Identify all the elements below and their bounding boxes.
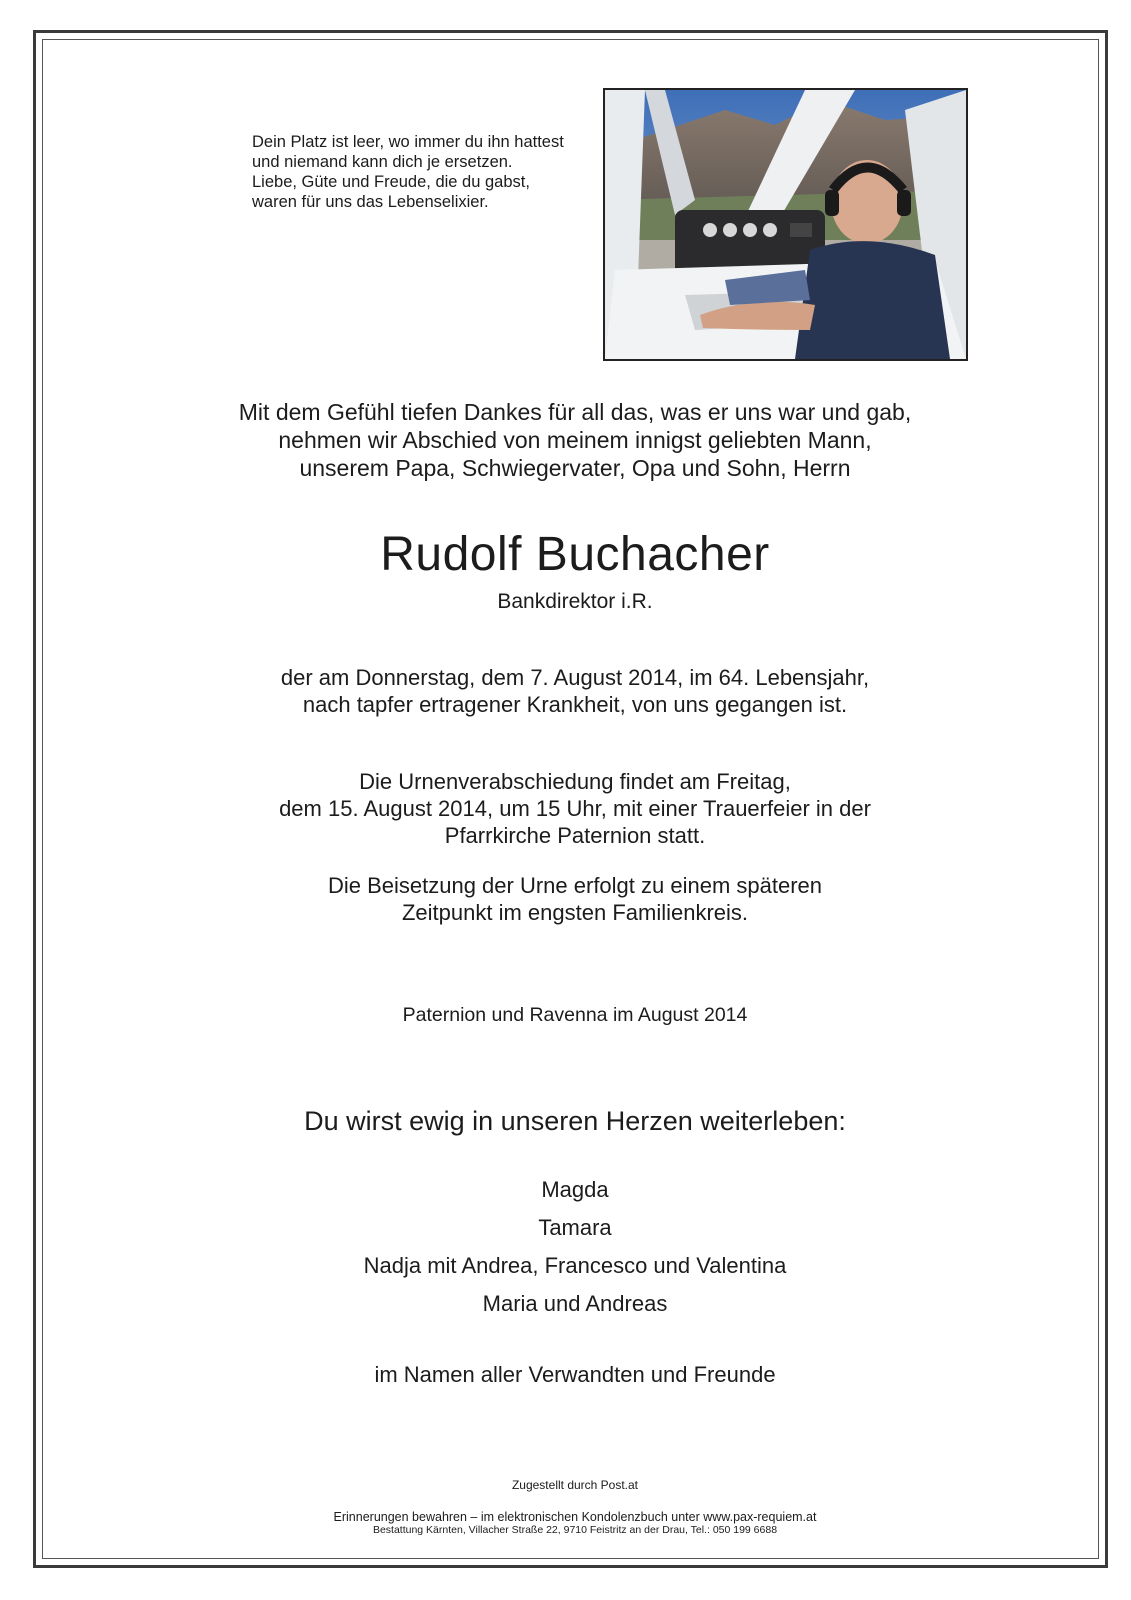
family-member: Magda — [541, 1177, 609, 1202]
deceased-title: Bankdirektor i.R. — [497, 590, 653, 613]
memorial-heading: Du wirst ewig in unseren Herzen weiterleben: — [304, 1106, 846, 1136]
poem-line: und niemand kann dich je ersetzen. — [252, 153, 513, 171]
death-line: nach tapfer ertragener Krankheit, von uns gegangen ist. — [302, 692, 848, 717]
intro-line: Mit dem Gefühl tiefen Dankes für all das, was er uns war und gab, — [238, 399, 912, 425]
burial-line: Zeitpunkt im engsten Familienkreis. — [401, 900, 749, 925]
portrait-photo — [603, 88, 968, 361]
poem-line: waren für uns das Lebenselixier. — [252, 193, 489, 211]
pilot-photo-icon — [605, 90, 966, 359]
funeral-home-address: Bestattung Kärnten, Villacher Straße 22, 9710 Feistritz an der Drau, Tel.: 050 199 6688 — [372, 1524, 778, 1536]
death-notice — [130, 664, 1020, 718]
ceremony-line: Pfarrkirche Paternion statt. — [444, 823, 706, 848]
ceremony-line: Die Urnenverabschiedung findet am Freitag, — [359, 769, 791, 794]
poem — [252, 132, 592, 212]
relatives-line: im Namen aller Verwandten und Freunde — [374, 1362, 776, 1387]
intro-text — [130, 398, 1020, 482]
family-list — [130, 1171, 1020, 1323]
family-member: Tamara — [538, 1215, 612, 1240]
poem-line: Liebe, Güte und Freude, die du gabst, — [252, 173, 530, 191]
delivered-by: Zugestellt durch Post.at — [511, 1478, 639, 1492]
intro-line: nehmen wir Abschied von meinem innigst geliebten Mann, — [278, 427, 872, 453]
family-member: Nadja mit Andrea, Francesco und Valentina — [363, 1253, 787, 1278]
ceremony-notice — [130, 768, 1020, 849]
poem-line: Dein Platz ist leer, wo immer du ihn hattest — [252, 133, 564, 151]
burial-line: Die Beisetzung der Urne erfolgt zu einem späteren — [327, 873, 823, 898]
intro-line: unserem Papa, Schwiegervater, Opa und Sohn, Herrn — [299, 455, 851, 481]
condolence-book-line: Erinnerungen bewahren – im elektronischen Kondolenzbuch unter www.pax-requiem.at — [333, 1510, 817, 1524]
burial-notice — [130, 872, 1020, 926]
deceased-name: Rudolf Buchacher — [380, 528, 770, 581]
place-and-date: Paternion und Ravenna im August 2014 — [402, 1004, 748, 1026]
family-member: Maria und Andreas — [482, 1291, 668, 1316]
death-line: der am Donnerstag, dem 7. August 2014, im 64. Lebensjahr, — [280, 665, 870, 690]
ceremony-line: dem 15. August 2014, um 15 Uhr, mit einer Trauerfeier in der — [279, 796, 871, 821]
